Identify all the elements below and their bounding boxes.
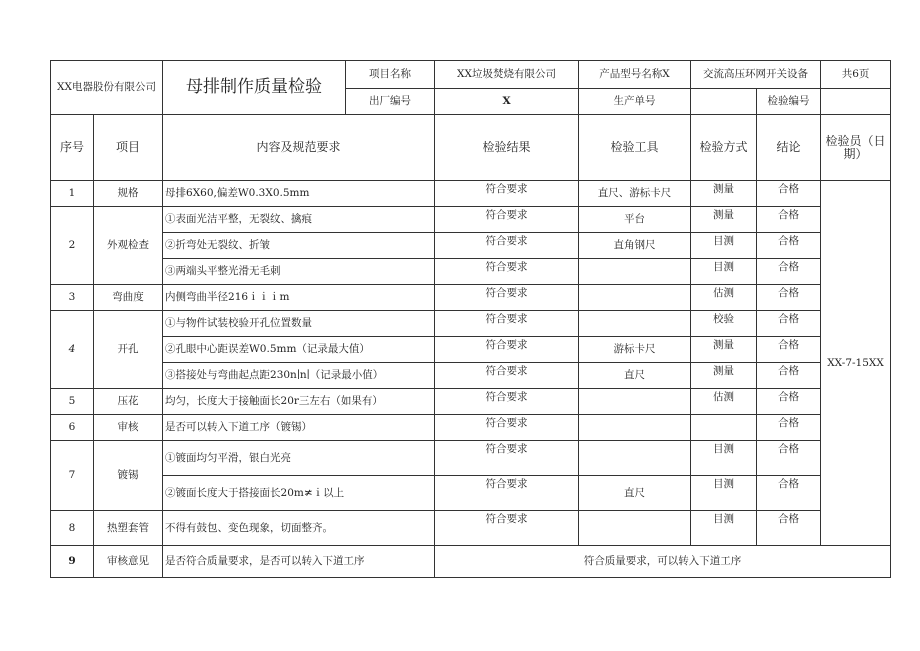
row-number: 6: [51, 415, 94, 441]
row-content: 母排6X60,偏差W0.3X0.5mm: [163, 181, 435, 207]
row-number: 2: [51, 207, 94, 285]
row-result: 符合要求: [435, 389, 579, 415]
row-method: 目测: [691, 476, 757, 511]
review-item: 审核意见: [94, 546, 163, 578]
row-tool: [579, 311, 691, 337]
row-conclusion: 合格: [757, 441, 821, 476]
col-tool: 检验工具: [579, 115, 691, 181]
row-item: 开孔: [94, 311, 163, 389]
row-tool: [579, 259, 691, 285]
row-item: 规格: [94, 181, 163, 207]
row-number: 7: [51, 441, 94, 511]
row-content: 是否可以转入下道工序（镀锡）: [163, 415, 435, 441]
col-no: 序号: [51, 115, 94, 181]
row-content: ①镀面均匀平滑，银白光亮: [163, 441, 435, 476]
model-label: 产品型号名称X: [579, 61, 691, 89]
table-row: [51, 511, 891, 546]
table-row: [51, 476, 891, 511]
row-content: ②孔眼中心距误差W0.5mm（记录最大值）: [163, 337, 435, 363]
table-row: [51, 207, 891, 233]
row-method: 目测: [691, 511, 757, 546]
row-content: 内侧弯曲半径216ｉｉｉm: [163, 285, 435, 311]
inspect-no-label: 检验编号: [757, 89, 821, 115]
col-item: 项目: [94, 115, 163, 181]
row-conclusion: 合格: [757, 511, 821, 546]
col-method: 检验方式: [691, 115, 757, 181]
row-tool: 直尺: [579, 363, 691, 389]
table-row: [51, 181, 891, 207]
table-row: [51, 441, 891, 476]
row-item: 审核: [94, 415, 163, 441]
row-number: 5: [51, 389, 94, 415]
order-label: 生产单号: [579, 89, 691, 115]
company-name: XX电器股份有限公司: [51, 61, 163, 115]
form-title: 母排制作质量检验: [163, 61, 346, 115]
row-result: 符合要求: [435, 233, 579, 259]
row-item: 镀锡: [94, 441, 163, 511]
row-method: 目测: [691, 259, 757, 285]
row-item: 弯曲度: [94, 285, 163, 311]
row-method: 估测: [691, 389, 757, 415]
row-conclusion: 合格: [757, 181, 821, 207]
row-method: 目测: [691, 441, 757, 476]
col-content: 内容及规范要求: [163, 115, 435, 181]
order-value: [691, 89, 757, 115]
row-result: 符合要求: [435, 259, 579, 285]
table-row: [51, 285, 891, 311]
serial-value: X: [435, 89, 579, 115]
row-conclusion: 合格: [757, 363, 821, 389]
row-tool: [579, 389, 691, 415]
row-conclusion: 合格: [757, 389, 821, 415]
row-tool: [579, 285, 691, 311]
project-label: 项目名称: [346, 61, 435, 89]
row-result: 符合要求: [435, 511, 579, 546]
row-number: 3: [51, 285, 94, 311]
row-tool: 直尺、游标卡尺: [579, 181, 691, 207]
review-answer: 符合质量要求，可以转入下道工序: [435, 546, 891, 578]
row-content: ③两端头平整光滑无毛刺: [163, 259, 435, 285]
row-method: [691, 415, 757, 441]
row-tool: 游标卡尺: [579, 337, 691, 363]
row-result: 符合要求: [435, 311, 579, 337]
col-conclusion: 结论: [757, 115, 821, 181]
row-conclusion: 合格: [757, 285, 821, 311]
row-content: ②折弯处无裂纹、折皱: [163, 233, 435, 259]
project-value: XX垃圾焚烧有限公司: [435, 61, 579, 89]
row-content: ③搭接处与弯曲起点距230n∣n∣（记录最小值）: [163, 363, 435, 389]
serial-label: 出厂编号: [346, 89, 435, 115]
row-content: ①表面光洁平整，无裂纹、擒痕: [163, 207, 435, 233]
row-method: 目测: [691, 233, 757, 259]
row-result: 符合要求: [435, 415, 579, 441]
inspect-no-value: [821, 89, 891, 115]
row-conclusion: 合格: [757, 415, 821, 441]
row-item: 压花: [94, 389, 163, 415]
review-row: [51, 546, 891, 578]
review-number: 9: [51, 546, 94, 578]
row-result: 符合要求: [435, 363, 579, 389]
review-question: 是否符合质量要求，是否可以转入下道工序: [163, 546, 435, 578]
row-conclusion: 合格: [757, 233, 821, 259]
col-result: 检验结果: [435, 115, 579, 181]
row-conclusion: 合格: [757, 337, 821, 363]
row-item: 外观检查: [94, 207, 163, 285]
row-result: 符合要求: [435, 285, 579, 311]
row-tool: 平台: [579, 207, 691, 233]
row-conclusion: 合格: [757, 476, 821, 511]
row-content: ②镀面长度大于搭接面长20m≭ｉ以上: [163, 476, 435, 511]
row-content: 均匀，长度大于接触面长20r三左右（如果有）: [163, 389, 435, 415]
row-content: ①与物件试装校验开孔位置数量: [163, 311, 435, 337]
row-tool: [579, 415, 691, 441]
row-item: 热塑套管: [94, 511, 163, 546]
total-pages: 共6页: [821, 61, 891, 89]
row-method: 测量: [691, 363, 757, 389]
table-row: [51, 259, 891, 285]
col-inspector: 检验员（日期）: [821, 115, 891, 181]
row-method: 校验: [691, 311, 757, 337]
row-method: 测量: [691, 181, 757, 207]
row-method: 测量: [691, 207, 757, 233]
row-number: 1: [51, 181, 94, 207]
table-row: [51, 389, 891, 415]
row-conclusion: 合格: [757, 259, 821, 285]
row-result: 符合要求: [435, 181, 579, 207]
row-number: 4: [51, 311, 94, 389]
model-value: 交流高压环网开关设备: [691, 61, 821, 89]
row-number: 8: [51, 511, 94, 546]
row-method: 估测: [691, 285, 757, 311]
table-row: [51, 415, 891, 441]
table-row: [51, 233, 891, 259]
table-row: [51, 337, 891, 363]
row-tool: [579, 511, 691, 546]
row-result: 符合要求: [435, 207, 579, 233]
row-tool: 直角钢尺: [579, 233, 691, 259]
row-method: 测量: [691, 337, 757, 363]
table-row: [51, 363, 891, 389]
row-tool: 直尺: [579, 476, 691, 511]
row-conclusion: 合格: [757, 311, 821, 337]
row-result: 符合要求: [435, 337, 579, 363]
inspection-form: [50, 60, 891, 578]
row-result: 符合要求: [435, 476, 579, 511]
row-result: 符合要求: [435, 441, 579, 476]
inspector-date: XX-7-15XX: [821, 181, 891, 546]
row-tool: [579, 441, 691, 476]
row-content: 不得有鼓包、变色现象，切面整齐。: [163, 511, 435, 546]
row-conclusion: 合格: [757, 207, 821, 233]
table-row: [51, 311, 891, 337]
